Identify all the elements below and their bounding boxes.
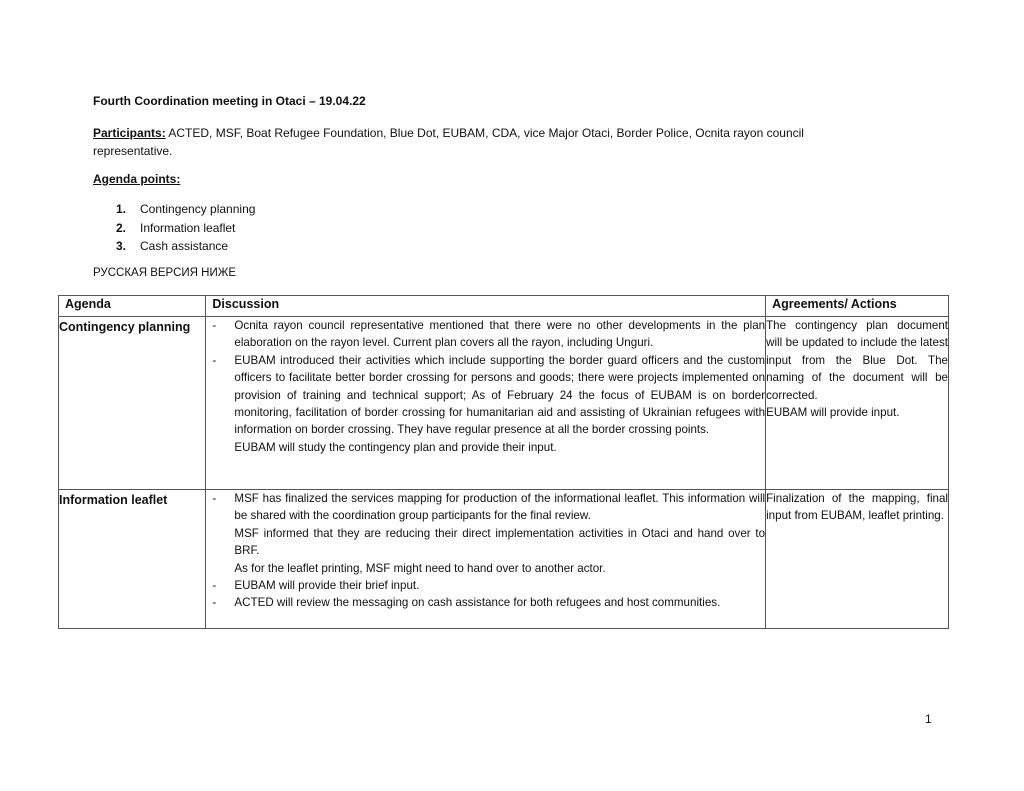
discussion-bullet: - Ocnita rayon council representative mentioned that there were no other developments in the plan elaboration on the rayon level. Current plan covers all the rayon, including Unguri.: [206, 317, 765, 352]
list-item: [116, 200, 255, 219]
discussion-line: As for the leaflet printing, MSF might need to hand over to another actor.: [234, 561, 606, 575]
discussion-line: EUBAM will study the contingency plan and provide their input.: [234, 440, 557, 454]
column-header-agenda: Agenda: [59, 296, 206, 317]
column-header-actions: Agreements/ Actions: [766, 296, 949, 317]
list-item-label: Information leaflet: [140, 220, 236, 235]
participants-list: ACTED, MSF, Boat Refugee Foundation, Blue Dot, EUBAM, CDA, vice Major Otaci, Border Police, Ocnita rayon council representative.: [93, 126, 804, 158]
meeting-table: [58, 295, 949, 629]
agenda-cell: Contingency planning: [59, 317, 206, 490]
list-item-label: Cash assistance: [140, 239, 229, 253]
agenda-cell: Information leaflet: [59, 490, 206, 629]
list-number: 2.: [116, 220, 127, 235]
page-number: 1: [925, 712, 932, 726]
meeting-title: Fourth Coordination meeting in Otaci – 19.04.22: [93, 94, 366, 108]
column-header-discussion: Discussion: [206, 296, 766, 317]
discussion-cell: [206, 317, 766, 490]
actions-cell: [766, 317, 949, 490]
list-number: 1.: [116, 202, 127, 216]
table-header-row: [59, 296, 949, 317]
action-text: EUBAM will provide input.: [766, 406, 900, 420]
discussion-bullet: - EUBAM introduced their activities which include supporting the border guard officers and the custom officers to facilitate better border crossing for persons and goods; there were projects implemented on provision of training and technical support; As of February 24 the focus of EUBAM is on border monitoring, facilitation of border crossing for humanitarian aid and assisting of Ukrainian refugees with information on border crossing. They have regular presence at all the border crossing points.: [206, 352, 765, 439]
agenda-points-heading: Agenda points:: [93, 172, 181, 186]
action-text: The contingency plan document will be updated to include the latest input from the Blue Dot. The naming of the document will be corrected.: [766, 319, 948, 402]
participants-paragraph: [93, 124, 883, 160]
discussion-bullet: - ACTED will review the messaging on cash assistance for both refugees and host communities.: [206, 594, 765, 611]
discussion-cell: [206, 490, 766, 629]
list-item: [116, 237, 255, 256]
discussion-bullet: - EUBAM will provide their brief input.: [206, 577, 765, 594]
list-item: [116, 219, 255, 238]
list-item-label: Contingency planning: [140, 202, 256, 216]
agenda-points-list: [116, 200, 255, 256]
russian-version-note: РУССКАЯ ВЕРСИЯ НИЖЕ: [93, 267, 237, 279]
discussion-line: MSF informed that they are reducing their direct implementation activities in Otaci and hand over to BRF.: [234, 526, 766, 558]
participants-label: Participants:: [93, 126, 166, 140]
action-text: Finalization of the mapping, final input from EUBAM, leaflet printing.: [766, 492, 948, 523]
actions-cell: [766, 490, 949, 629]
list-number: 3.: [116, 239, 127, 253]
table-row: [59, 317, 949, 490]
table-row: [59, 490, 949, 629]
discussion-bullet: - MSF has finalized the services mapping for production of the informational leaflet. This information will be shared with the coordination group participants for the final review.: [206, 490, 765, 525]
